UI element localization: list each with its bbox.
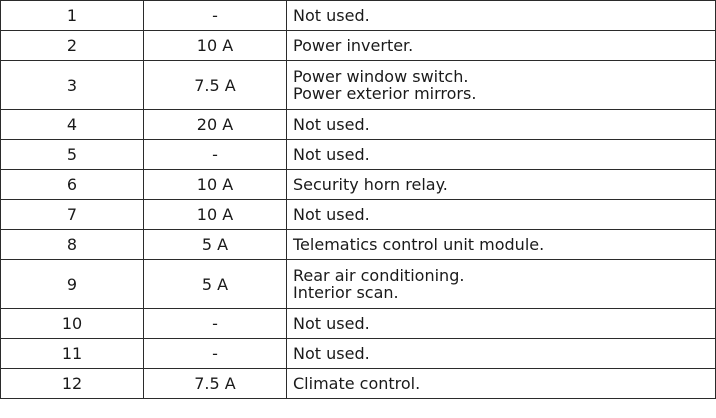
table-row — [1, 110, 716, 140]
fuse-description — [287, 31, 716, 61]
fuse-table-body — [1, 1, 716, 399]
table-row — [1, 309, 716, 339]
fuse-description — [287, 260, 716, 309]
fuse-description — [287, 1, 716, 31]
fuse-description-line: Not used. — [293, 344, 370, 363]
table-row — [1, 61, 716, 110]
table-row — [1, 339, 716, 369]
fuse-number: 7 — [1, 200, 144, 230]
fuse-rating: 7.5 A — [144, 369, 287, 399]
table-row — [1, 170, 716, 200]
fuse-number: 3 — [1, 61, 144, 110]
table-row — [1, 230, 716, 260]
fuse-description — [287, 230, 716, 260]
fuse-rating: 5 A — [144, 260, 287, 309]
fuse-rating: 20 A — [144, 110, 287, 140]
fuse-number: 10 — [1, 309, 144, 339]
fuse-description — [287, 339, 716, 369]
fuse-rating: 10 A — [144, 31, 287, 61]
fuse-description-line: Not used. — [293, 6, 370, 25]
fuse-description — [287, 369, 716, 399]
fuse-description-line: Not used. — [293, 115, 370, 134]
fuse-rating: - — [144, 339, 287, 369]
fuse-description-line: Not used. — [293, 314, 370, 333]
fuse-number: 11 — [1, 339, 144, 369]
fuse-description — [287, 170, 716, 200]
fuse-number: 4 — [1, 110, 144, 140]
fuse-description-line: Not used. — [293, 145, 370, 164]
fuse-number: 6 — [1, 170, 144, 200]
fuse-description — [287, 140, 716, 170]
fuse-description-line: Power exterior mirrors. — [293, 84, 477, 103]
fuse-description — [287, 61, 716, 110]
fuse-rating: 7.5 A — [144, 61, 287, 110]
fuse-rating: 10 A — [144, 200, 287, 230]
fuse-description-line: Interior scan. — [293, 283, 399, 302]
table-row — [1, 140, 716, 170]
fuse-description-line: Not used. — [293, 205, 370, 224]
table-row — [1, 31, 716, 61]
fuse-description-line: Climate control. — [293, 374, 421, 393]
fuse-description-line: Power window switch. — [293, 67, 469, 86]
fuse-rating: - — [144, 140, 287, 170]
fuse-description-line: Security horn relay. — [293, 175, 448, 194]
table-row — [1, 1, 716, 31]
fuse-description — [287, 110, 716, 140]
fuse-rating: - — [144, 1, 287, 31]
table-row — [1, 260, 716, 309]
fuse-description — [287, 200, 716, 230]
fuse-description-line: Rear air conditioning. — [293, 266, 465, 285]
table-row — [1, 200, 716, 230]
fuse-number: 9 — [1, 260, 144, 309]
fuse-number: 8 — [1, 230, 144, 260]
fuse-description-line: Telematics control unit module. — [293, 235, 545, 254]
fuse-rating: - — [144, 309, 287, 339]
fuse-number: 2 — [1, 31, 144, 61]
fuse-rating: 5 A — [144, 230, 287, 260]
fuse-description — [287, 309, 716, 339]
fuse-number: 5 — [1, 140, 144, 170]
fuse-rating: 10 A — [144, 170, 287, 200]
fuse-number: 1 — [1, 1, 144, 31]
table-row — [1, 369, 716, 399]
fuse-description-line: Power inverter. — [293, 36, 414, 55]
fuse-number: 12 — [1, 369, 144, 399]
